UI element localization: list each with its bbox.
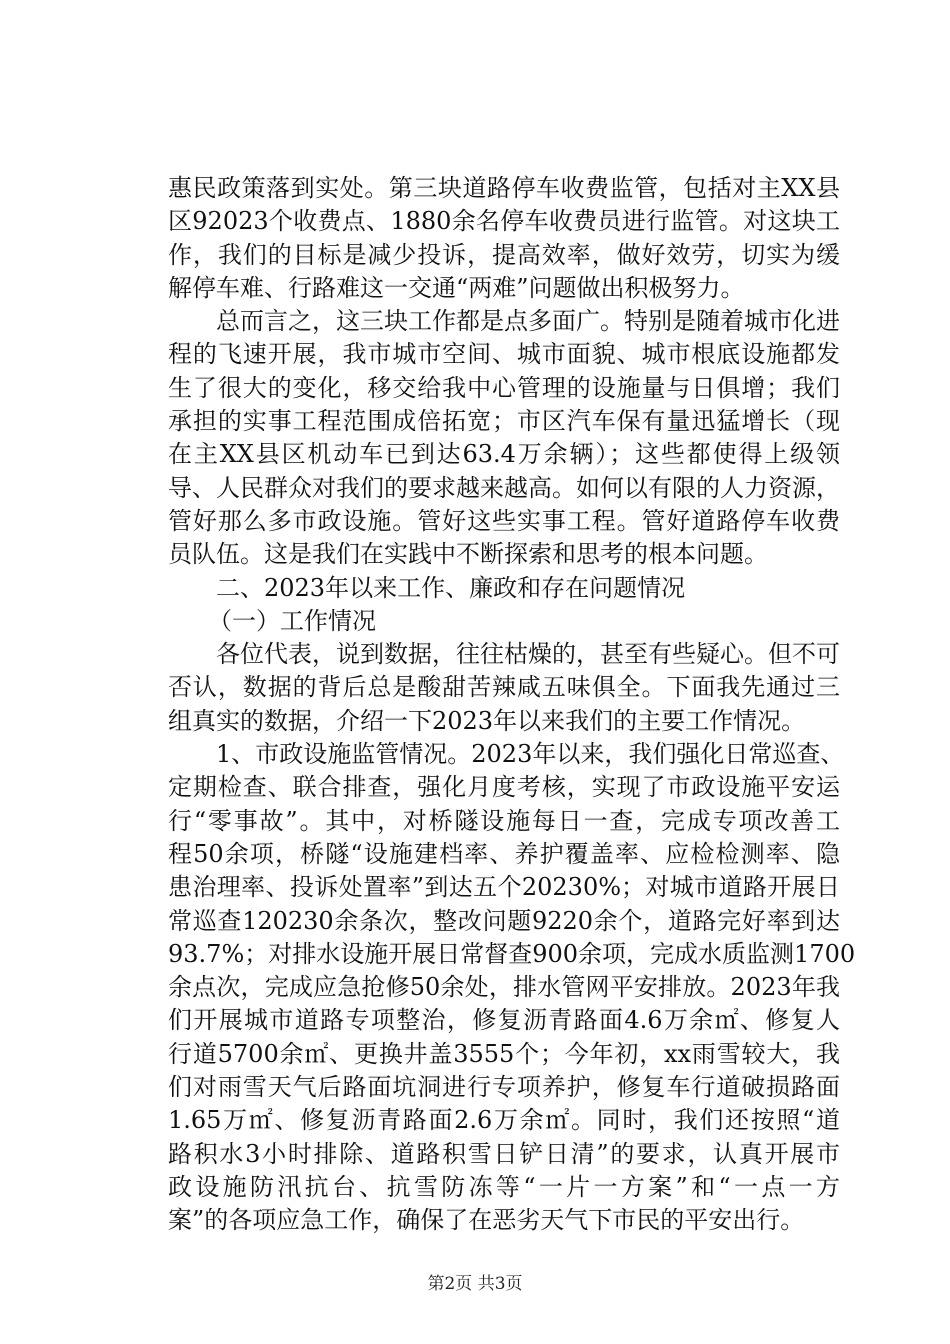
text-line: 导、人民群众对我们的要求越来越高。如何以有限的人力资源， xyxy=(168,473,840,502)
text-line: 承担的实事工程范围成倍拓宽；市区汽车保有量迅猛增长（现 xyxy=(168,407,840,436)
text-line: 行道5700余㎡、更换井盖3555个；今年初，xx雨雪较大，我 xyxy=(168,1039,840,1068)
text-line: 程的飞速开展，我市城市空间、城市面貌、城市根底设施都发 xyxy=(168,340,840,369)
text-line: 常巡查120230余条次，整改问题9220余个，道路完好率到达 xyxy=(168,906,840,935)
text-line: 余点次，完成应急抢修50余处，排水管网平安排放。2023年我 xyxy=(168,973,840,1002)
page-footer xyxy=(0,1272,950,1296)
text-line: 作，我们的目标是减少投诉，提高效率，做好效劳，切实为缓 xyxy=(168,240,840,269)
text-line: 93.7%；对排水设施开展日常督查900余项，完成水质监测1700 xyxy=(168,939,856,968)
text-line: 患治理率、投诉处置率”到达五个20230%；对城市道路开展日 xyxy=(168,873,840,902)
text-line: 案”的各项应急工作，确保了在恶劣天气下市民的平安出行。 xyxy=(168,1206,805,1235)
text-line: 解停车难、行路难这一交通“两难”问题做出积极努力。 xyxy=(168,273,745,302)
text-line: 路积水3小时排除、道路积雪日铲日清”的要求，认真开展市 xyxy=(168,1139,840,1168)
text-line: 区92023个收费点、1880余名停车收费员进行监管。对这块工 xyxy=(168,207,840,236)
document-body xyxy=(168,172,856,1238)
paragraph-first-line: 总而言之，这三块工作都是点多面广。特别是随着城市化进 xyxy=(216,307,840,336)
text-line: 在主XX县区机动车已到达63.4万余辆）；这些都使得上级领 xyxy=(168,440,840,469)
text-line: 管好那么多市政设施。管好这些实事工程。管好道路停车收费 xyxy=(168,506,840,535)
text-line: 生了很大的变化，移交给我中心管理的设施量与日俱增；我们 xyxy=(168,373,840,402)
paragraph-first-line: 1、市政设施监管情况。2023年以来，我们强化日常巡查、 xyxy=(216,740,845,769)
text-line: 组真实的数据，介绍一下2023年以来我们的主要工作情况。 xyxy=(168,706,806,735)
text-line: 们对雨雪天气后路面坑洞进行专项养护，修复车行道破损路面 xyxy=(168,1073,840,1102)
text-line: 1.65万㎡、修复沥青路面2.6万余㎡。同时，我们还按照“道 xyxy=(168,1106,840,1135)
section-heading: 二、2023年以来工作、廉政和存在问题情况 xyxy=(216,573,686,602)
text-line: 定期检查、联合排查，强化月度考核，实现了市政设施平安运 xyxy=(168,773,840,802)
page-number-label: 第2页 共3页 xyxy=(427,1274,523,1294)
paragraph-first-line: 各位代表，说到数据，往往枯燥的，甚至有些疑心。但不可 xyxy=(216,640,840,669)
text-line: 们开展城市道路专项整治，修复沥青路面4.6万余㎡、修复人 xyxy=(168,1006,840,1035)
text-line: 员队伍。这是我们在实践中不断探索和思考的根本问题。 xyxy=(168,540,768,569)
text-line: 程50余项，桥隧“设施建档率、养护覆盖率、应检检测率、隐 xyxy=(168,839,840,868)
text-line: 政设施防汛抗台、抗雪防冻等“一片一方案”和“一点一方 xyxy=(168,1172,840,1201)
text-line: 否认，数据的背后总是酸甜苦辣咸五味俱全。下面我先通过三 xyxy=(168,673,840,702)
text-line: 行“零事故”。其中，对桥隧设施每日一查，完成专项改善工 xyxy=(168,806,840,835)
subsection-heading: （一）工作情况 xyxy=(208,606,376,635)
text-line: 惠民政策落到实处。第三块道路停车收费监管，包括对主XX县 xyxy=(168,174,840,202)
